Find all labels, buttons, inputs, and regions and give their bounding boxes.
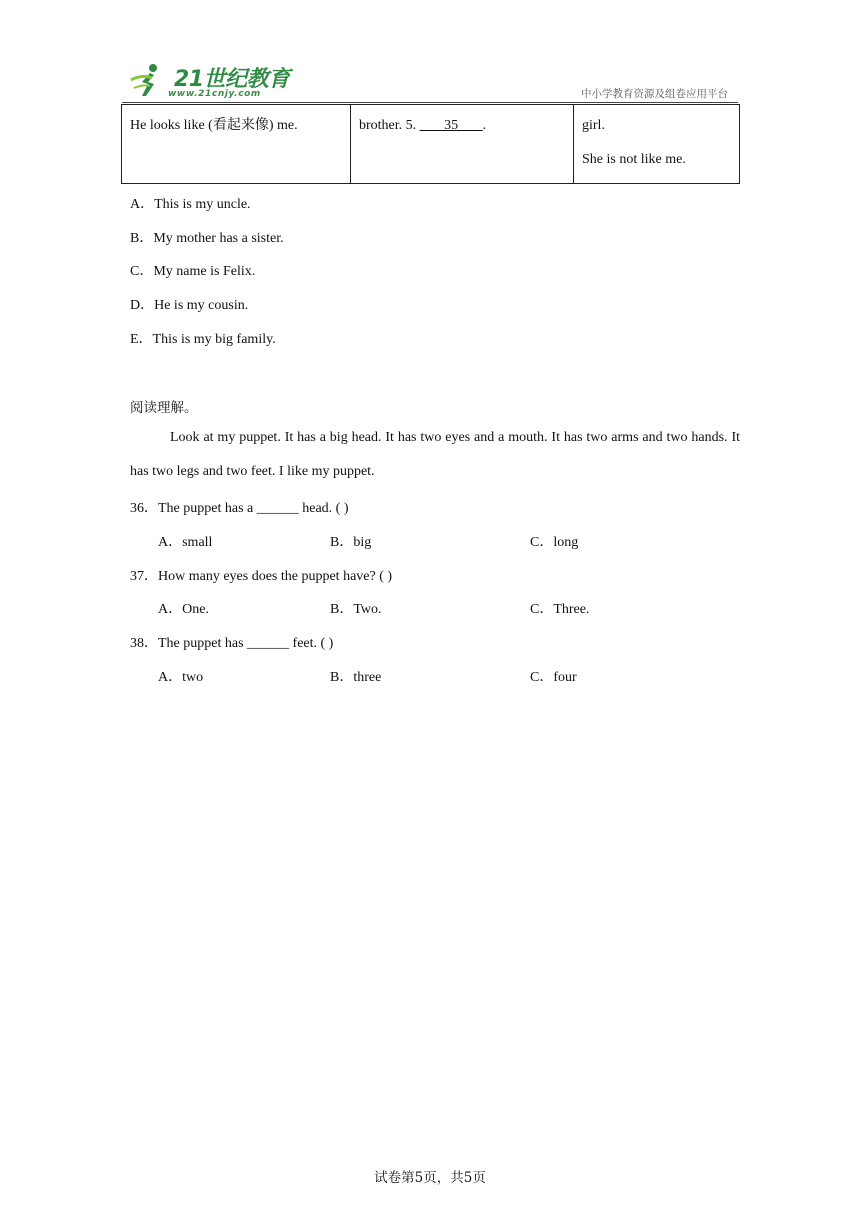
table-cell — [122, 105, 351, 184]
logo-url: www.21cnjy.com — [168, 89, 261, 99]
logo — [128, 62, 290, 102]
reading-passage: Look at my puppet. It has a big head. It has two eyes and a mouth. It has two arms and two hands. It has two legs and two feet. I like my puppet. — [130, 430, 740, 479]
cell-text-blank-line — [359, 109, 565, 143]
runner-logo-icon — [128, 62, 168, 100]
table-cell — [351, 105, 574, 184]
family-table — [121, 104, 740, 184]
page-header — [122, 60, 738, 104]
platform-name: 中小学教育资源及组卷应用平台 — [581, 88, 728, 100]
q36-option-b: B．big — [330, 535, 372, 550]
table-row — [122, 105, 740, 184]
page-footer: 试卷第5页，共5页 — [374, 1170, 486, 1186]
answer-blank-35: 35 — [419, 118, 483, 133]
q37-option-c: C．Three. — [530, 602, 590, 617]
q37-option-a: A．One. — [158, 602, 209, 617]
q37-option-b: B．Two. — [330, 602, 382, 617]
header-divider — [122, 102, 738, 103]
q38-option-b: B．three — [330, 670, 382, 685]
logo-text: 21世纪教育 — [174, 67, 290, 92]
question-38: 38．The puppet has ______ feet. ( ) — [130, 636, 334, 651]
question-37: 37．How many eyes does the puppet have? ( ) — [130, 569, 393, 584]
q38-option-a: A．two — [158, 670, 204, 685]
option-c: C．My name is Felix. — [130, 264, 256, 279]
cell-prefix: brother. 5. — [359, 118, 420, 133]
section-title: 阅读理解。 — [130, 400, 198, 416]
cell-text: He looks like (看起来像) me. — [130, 118, 298, 133]
q36-option-c: C．long — [530, 535, 579, 550]
option-e: E．This is my big family. — [130, 332, 276, 347]
q38-option-c: C．four — [530, 670, 577, 685]
cell-text: She is not like me. — [582, 152, 686, 167]
question-36: 36．The puppet has a ______ head. ( ) — [130, 501, 349, 516]
cell-suffix: . — [482, 118, 487, 133]
cell-text: girl. — [582, 118, 605, 133]
option-a: A．This is my uncle. — [130, 197, 251, 212]
option-b: B．My mother has a sister. — [130, 231, 284, 246]
option-d: D．He is my cousin. — [130, 298, 249, 313]
q36-option-a: A．small — [158, 535, 213, 550]
table-cell — [574, 105, 740, 184]
